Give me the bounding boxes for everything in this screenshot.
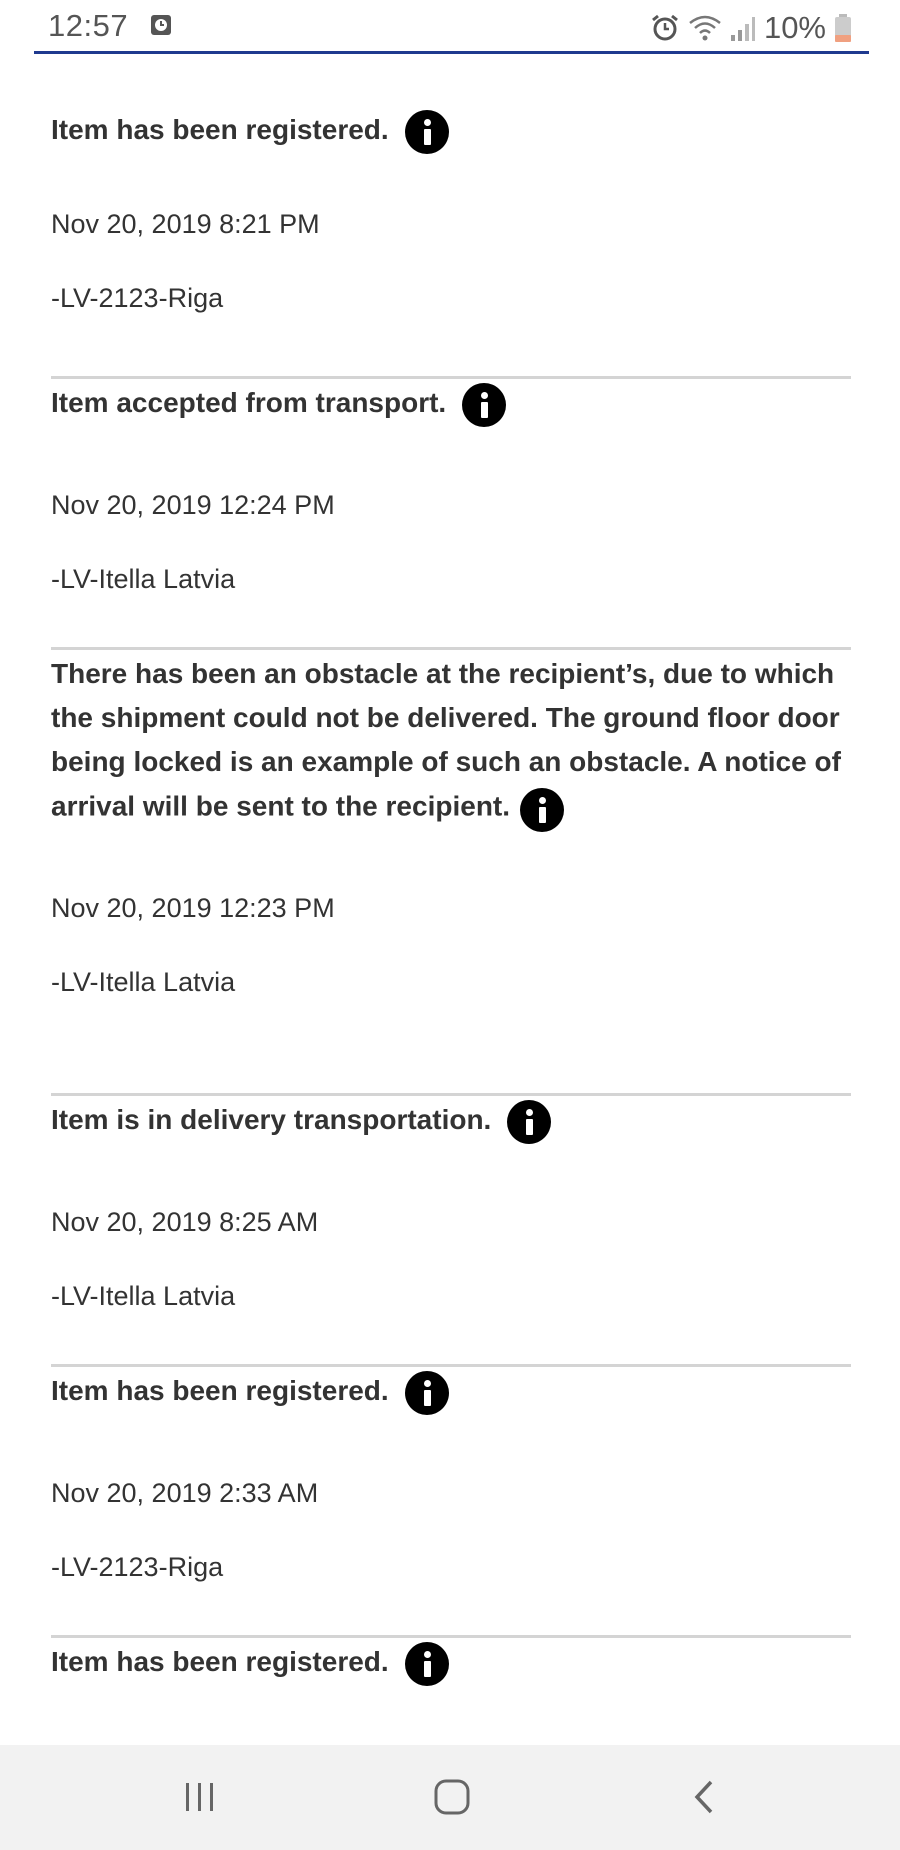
event-date: Nov 20, 2019 12:23 PM — [51, 893, 335, 923]
event-location: -LV-2123-Riga — [51, 282, 224, 313]
status-right — [650, 8, 852, 48]
event-title: There has been an obstacle at the recipient’s, due to which the shipment could not be delivered. The ground floor door being locked is an example of such an obstacle. A notice of arrival will be sent to the recipient. — [51, 652, 851, 832]
tracking-event — [51, 1367, 851, 1638]
tracking-events-list — [51, 54, 851, 1686]
status-time: 12:57 — [48, 8, 129, 43]
event-location: -LV-Itella Latvia — [51, 1280, 236, 1311]
event-date: Nov 20, 2019 8:21 PM — [51, 208, 320, 239]
info-icon[interactable] — [405, 1371, 449, 1415]
alarm-icon — [650, 13, 680, 43]
tracking-event — [51, 379, 851, 650]
tracking-event — [51, 1096, 851, 1367]
event-title: Item is in delivery transportation. — [51, 1098, 851, 1144]
info-icon[interactable] — [507, 1100, 551, 1144]
wifi-icon — [688, 13, 722, 43]
event-date: Nov 20, 2019 2:33 AM — [51, 1477, 319, 1508]
navigation-bar — [0, 1745, 900, 1850]
signal-icon — [730, 13, 756, 43]
status-bar — [0, 0, 900, 54]
event-date: Nov 20, 2019 8:25 AM — [51, 1206, 319, 1237]
event-title: Item has been registered. — [51, 1640, 851, 1686]
back-icon — [689, 1778, 719, 1816]
home-button[interactable] — [422, 1771, 482, 1823]
back-button[interactable] — [674, 1771, 734, 1823]
info-icon[interactable] — [520, 788, 564, 832]
event-location: -LV-2123-Riga — [51, 1551, 224, 1582]
battery-icon — [834, 13, 852, 43]
info-icon[interactable] — [405, 110, 449, 154]
battery-percent: 10% — [763, 10, 826, 45]
home-icon — [433, 1778, 471, 1816]
clock-notification-icon — [150, 14, 172, 36]
recent-apps-icon — [183, 1780, 217, 1814]
tracking-event — [51, 650, 851, 1096]
tracking-event — [51, 54, 851, 379]
event-title: Item has been registered. — [51, 108, 851, 154]
event-location: -LV-Itella Latvia — [51, 967, 236, 997]
event-title: Item accepted from transport. — [51, 381, 851, 427]
tracking-event — [51, 1638, 851, 1686]
event-date: Nov 20, 2019 12:24 PM — [51, 489, 335, 520]
recent-apps-button[interactable] — [170, 1771, 230, 1823]
info-icon[interactable] — [462, 383, 506, 427]
event-location: -LV-Itella Latvia — [51, 563, 236, 594]
info-icon[interactable] — [405, 1642, 449, 1686]
event-title: Item has been registered. — [51, 1369, 851, 1415]
